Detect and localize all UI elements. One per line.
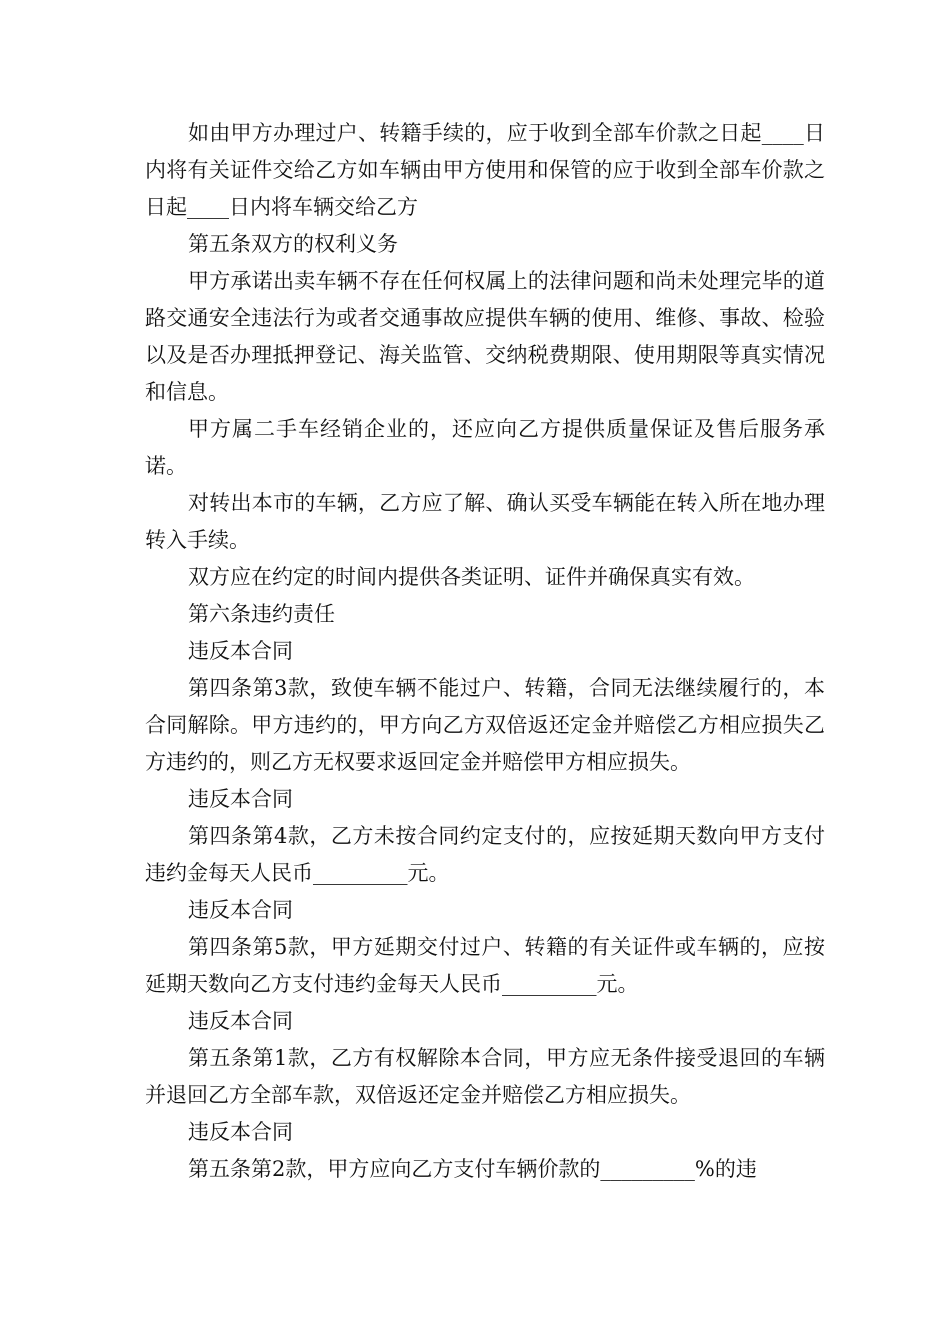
paragraph-transfer-deadline: 如由甲方办理过户、转籍手续的，应于收到全部车价款之日起____日内将有关证件交给乙方如车辆由甲方使用和保管的应于收到全部车价款之日起____日内将车辆交给乙方 — [145, 121, 825, 219]
paragraph-breach-label: 违反本合同 — [188, 639, 293, 663]
paragraph-breach-label: 违反本合同 — [188, 1009, 293, 1033]
paragraph-breach-label: 违反本合同 — [188, 1120, 293, 1144]
paragraph-dealer-warranty: 甲方属二手车经销企业的，还应向乙方提供质量保证及售后服务承诺。 — [145, 417, 825, 478]
paragraph-breach-clause-4-5: 第四条第5款，甲方延期交付过户、转籍的有关证件或车辆的，应按延期天数向乙方支付违约金每天人民币_________元。 — [145, 935, 825, 996]
document-body — [145, 115, 825, 1188]
heading-article-5: 第五条双方的权利义务 — [188, 232, 398, 256]
paragraph-seller-commitment: 甲方承诺出卖车辆不存在任何权属上的法律问题和尚未处理完毕的道路交通安全违法行为或者交通事故应提供车辆的使用、维修、事故、检验以及是否办理抵押登记、海关监管、交纳税费期限、使用期限等真实情况和信息。 — [145, 269, 825, 404]
heading-article-6: 第六条违约责任 — [188, 602, 335, 626]
paragraph-breach-clause-4-4: 第四条第4款，乙方未按合同约定支付的，应按延期天数向甲方支付违约金每天人民币_________元。 — [145, 824, 825, 885]
paragraph-outbound-vehicle: 对转出本市的车辆，乙方应了解、确认买受车辆能在转入所在地办理转入手续。 — [145, 491, 825, 552]
paragraph-documents-valid: 双方应在约定的时间内提供各类证明、证件并确保真实有效。 — [188, 565, 755, 589]
paragraph-breach-clause-5-1: 第五条第1款，乙方有权解除本合同，甲方应无条件接受退回的车辆并退回乙方全部车款，双倍返还定金并赔偿乙方相应损失。 — [145, 1046, 825, 1107]
paragraph-breach-clause-4-3: 第四条第3款，致使车辆不能过户、转籍，合同无法继续履行的，本合同解除。甲方违约的，甲方向乙方双倍返还定金并赔偿乙方相应损失乙方违约的，则乙方无权要求返回定金并赔偿甲方相应损失。 — [145, 676, 825, 774]
paragraph-breach-label: 违反本合同 — [188, 898, 293, 922]
paragraph-breach-label: 违反本合同 — [188, 787, 293, 811]
paragraph-breach-clause-5-2: 第五条第2款，甲方应向乙方支付车辆价款的_________%的违 — [188, 1157, 757, 1181]
